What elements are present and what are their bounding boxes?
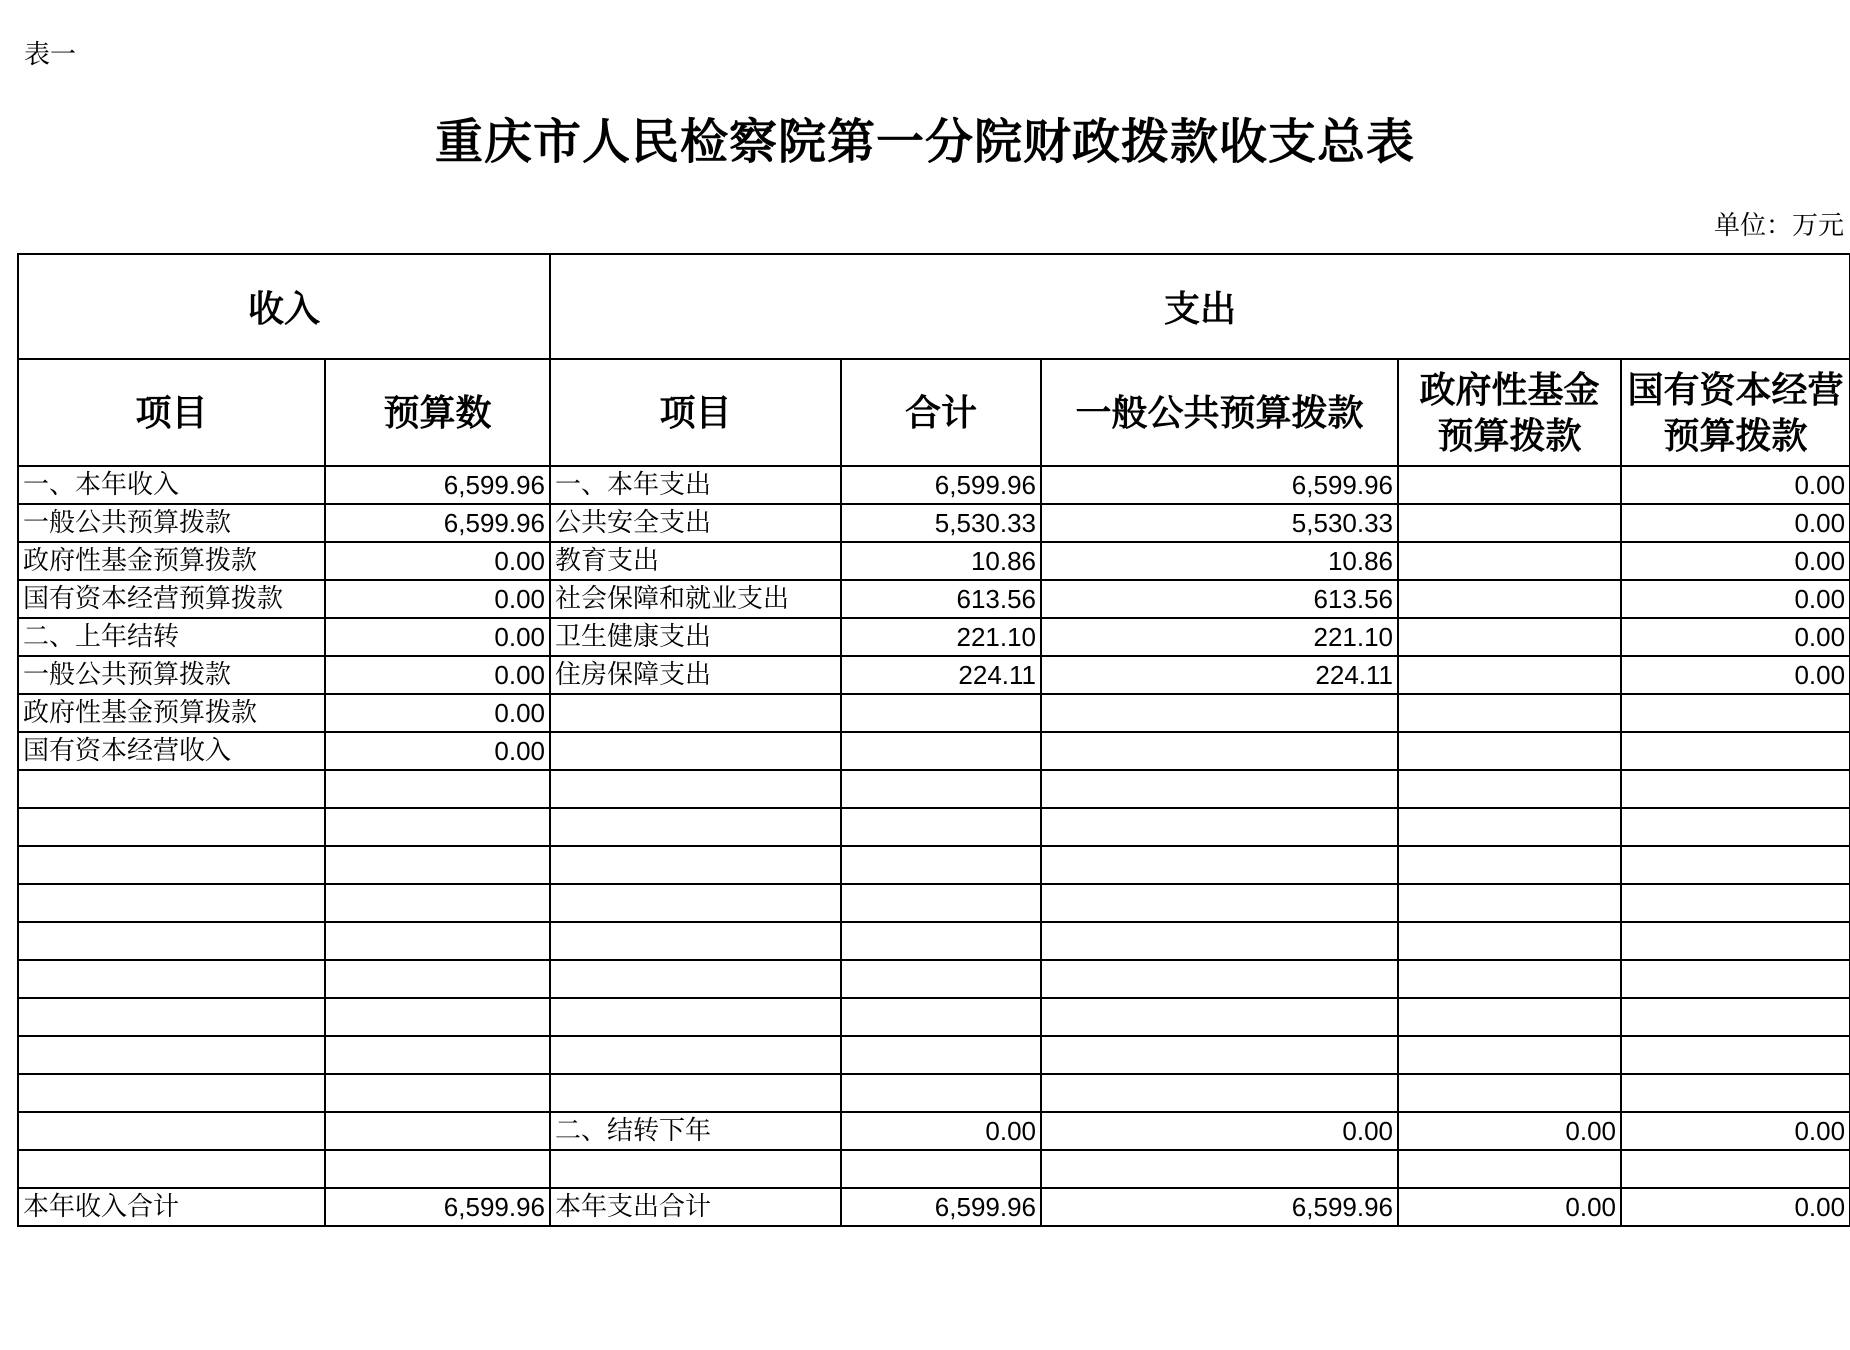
table-row (18, 884, 1850, 922)
general-budget-cell (1041, 998, 1398, 1036)
table-row (18, 1074, 1850, 1112)
general-budget-cell (1041, 694, 1398, 732)
state-capital-cell (1621, 960, 1850, 998)
expense-item-cell (550, 1150, 841, 1188)
total-cell (841, 1150, 1041, 1188)
unit-label: 单位：万元 (1713, 211, 1844, 241)
table-row (18, 732, 1850, 770)
general-budget-cell (1041, 732, 1398, 770)
general-budget-cell: 221.10 (1041, 618, 1398, 656)
state-capital-cell: 0.00 (1621, 504, 1850, 542)
gov-fund-cell (1398, 808, 1621, 846)
general-budget-cell (1041, 922, 1398, 960)
state-capital-cell: 0.00 (1621, 542, 1850, 580)
table-row (18, 922, 1850, 960)
general-budget-cell (1041, 808, 1398, 846)
state-capital-cell: 0.00 (1621, 466, 1850, 504)
fiscal-table (17, 253, 1850, 1227)
state-capital-cell: 0.00 (1621, 1112, 1850, 1150)
table-row (18, 694, 1850, 732)
table-row (18, 466, 1850, 504)
gov-fund-cell (1398, 998, 1621, 1036)
income-item-header: 项目 (18, 359, 325, 466)
table-row (18, 808, 1850, 846)
income-amount-cell (325, 1036, 550, 1074)
total-cell (841, 808, 1041, 846)
general-budget-cell (1041, 846, 1398, 884)
income-amount-cell: 0.00 (325, 694, 550, 732)
expense-item-cell (550, 960, 841, 998)
income-amount-cell: 6,599.96 (325, 1188, 550, 1226)
income-item-cell (18, 1150, 325, 1188)
expense-item-cell: 二、结转下年 (550, 1112, 841, 1150)
expense-item-cell (550, 1074, 841, 1112)
table-row (18, 504, 1850, 542)
table-number: 表一 (24, 40, 77, 70)
total-cell: 613.56 (841, 580, 1041, 618)
table-row (18, 1188, 1850, 1226)
income-item-cell (18, 1036, 325, 1074)
gov-fund-cell (1398, 732, 1621, 770)
total-cell (841, 732, 1041, 770)
general-budget-cell: 613.56 (1041, 580, 1398, 618)
expense-item-cell (550, 846, 841, 884)
gov-fund-cell (1398, 770, 1621, 808)
expense-item-cell (550, 770, 841, 808)
expense-item-cell (550, 732, 841, 770)
gov-fund-cell (1398, 542, 1621, 580)
table-row (18, 1036, 1850, 1074)
state-capital-cell: 0.00 (1621, 580, 1850, 618)
general-budget-cell (1041, 1150, 1398, 1188)
expense-item-cell: 本年支出合计 (550, 1188, 841, 1226)
general-budget-cell (1041, 1036, 1398, 1074)
expense-item-cell: 公共安全支出 (550, 504, 841, 542)
income-item-cell: 国有资本经营预算拨款 (18, 580, 325, 618)
expense-item-cell (550, 808, 841, 846)
general-budget-cell: 5,530.33 (1041, 504, 1398, 542)
state-capital-cell (1621, 1036, 1850, 1074)
income-amount-cell: 6,599.96 (325, 466, 550, 504)
total-cell: 221.10 (841, 618, 1041, 656)
budget-header: 预算数 (325, 359, 550, 466)
income-item-cell (18, 1112, 325, 1150)
total-cell: 10.86 (841, 542, 1041, 580)
income-amount-cell: 0.00 (325, 732, 550, 770)
expense-item-cell (550, 694, 841, 732)
general-budget-header: 一般公共预算拨款 (1041, 359, 1398, 466)
income-item-cell: 二、上年结转 (18, 618, 325, 656)
expense-item-cell (550, 998, 841, 1036)
income-item-cell (18, 770, 325, 808)
gov-fund-cell: 0.00 (1398, 1112, 1621, 1150)
income-item-cell (18, 846, 325, 884)
income-amount-cell (325, 846, 550, 884)
income-item-cell: 一般公共预算拨款 (18, 656, 325, 694)
gov-fund-cell (1398, 504, 1621, 542)
table-row (18, 1112, 1850, 1150)
expense-item-cell: 社会保障和就业支出 (550, 580, 841, 618)
gov-fund-cell (1398, 1150, 1621, 1188)
page-title: 重庆市人民检察院第一分院财政拨款收支总表 (434, 114, 1415, 170)
table-row (18, 846, 1850, 884)
table-row (18, 960, 1850, 998)
income-item-cell (18, 808, 325, 846)
expense-group-header: 支出 (550, 254, 1850, 359)
table-row (18, 542, 1850, 580)
income-amount-cell: 0.00 (325, 656, 550, 694)
state-capital-cell: 0.00 (1621, 656, 1850, 694)
income-amount-cell: 0.00 (325, 580, 550, 618)
expense-item-header: 项目 (550, 359, 841, 466)
total-cell (841, 960, 1041, 998)
expense-item-cell (550, 1036, 841, 1074)
total-cell (841, 770, 1041, 808)
total-cell: 6,599.96 (841, 466, 1041, 504)
state-capital-cell (1621, 922, 1850, 960)
income-group-header: 收入 (18, 254, 550, 359)
total-cell: 224.11 (841, 656, 1041, 694)
state-capital-cell (1621, 770, 1850, 808)
income-amount-cell: 6,599.96 (325, 504, 550, 542)
gov-fund-cell (1398, 580, 1621, 618)
income-amount-cell (325, 922, 550, 960)
state-capital-cell (1621, 1074, 1850, 1112)
income-amount-cell (325, 960, 550, 998)
income-item-cell: 政府性基金预算拨款 (18, 694, 325, 732)
gov-fund-cell (1398, 846, 1621, 884)
total-cell: 0.00 (841, 1112, 1041, 1150)
total-cell (841, 694, 1041, 732)
income-item-cell (18, 998, 325, 1036)
state-capital-cell (1621, 808, 1850, 846)
expense-item-cell: 一、本年支出 (550, 466, 841, 504)
income-item-cell: 一般公共预算拨款 (18, 504, 325, 542)
general-budget-cell (1041, 960, 1398, 998)
general-budget-cell: 10.86 (1041, 542, 1398, 580)
total-header: 合计 (841, 359, 1041, 466)
state-capital-cell (1621, 732, 1850, 770)
gov-fund-header: 政府性基金预算拨款 (1398, 359, 1621, 466)
income-item-cell (18, 922, 325, 960)
expense-item-cell (550, 922, 841, 960)
general-budget-cell (1041, 1074, 1398, 1112)
state-capital-cell: 0.00 (1621, 1188, 1850, 1226)
income-amount-cell: 0.00 (325, 542, 550, 580)
income-amount-cell (325, 1150, 550, 1188)
table-row (18, 998, 1850, 1036)
gov-fund-cell (1398, 884, 1621, 922)
gov-fund-cell (1398, 960, 1621, 998)
general-budget-cell: 224.11 (1041, 656, 1398, 694)
income-item-cell: 一、本年收入 (18, 466, 325, 504)
state-capital-cell: 0.00 (1621, 618, 1850, 656)
total-cell (841, 1036, 1041, 1074)
state-capital-header: 国有资本经营预算拨款 (1621, 359, 1850, 466)
general-budget-cell: 6,599.96 (1041, 466, 1398, 504)
state-capital-cell (1621, 694, 1850, 732)
state-capital-cell (1621, 884, 1850, 922)
table-row (18, 1150, 1850, 1188)
state-capital-cell (1621, 846, 1850, 884)
total-cell (841, 998, 1041, 1036)
total-cell (841, 884, 1041, 922)
income-amount-cell (325, 1112, 550, 1150)
gov-fund-cell: 0.00 (1398, 1188, 1621, 1226)
total-cell (841, 1074, 1041, 1112)
state-capital-cell (1621, 1150, 1850, 1188)
table-row (18, 580, 1850, 618)
income-amount-cell (325, 998, 550, 1036)
general-budget-cell (1041, 884, 1398, 922)
total-cell (841, 846, 1041, 884)
gov-fund-cell (1398, 656, 1621, 694)
table-row (18, 618, 1850, 656)
income-amount-cell (325, 884, 550, 922)
income-item-cell (18, 960, 325, 998)
general-budget-cell: 0.00 (1041, 1112, 1398, 1150)
general-budget-cell: 6,599.96 (1041, 1188, 1398, 1226)
gov-fund-cell (1398, 1074, 1621, 1112)
income-item-cell: 国有资本经营收入 (18, 732, 325, 770)
gov-fund-cell (1398, 466, 1621, 504)
income-amount-cell: 0.00 (325, 618, 550, 656)
gov-fund-cell (1398, 618, 1621, 656)
total-cell: 5,530.33 (841, 504, 1041, 542)
expense-item-cell: 教育支出 (550, 542, 841, 580)
expense-item-cell (550, 884, 841, 922)
total-cell (841, 922, 1041, 960)
gov-fund-cell (1398, 922, 1621, 960)
table-row (18, 770, 1850, 808)
expense-item-cell: 卫生健康支出 (550, 618, 841, 656)
total-cell: 6,599.96 (841, 1188, 1041, 1226)
income-item-cell (18, 884, 325, 922)
income-amount-cell (325, 770, 550, 808)
income-item-cell: 政府性基金预算拨款 (18, 542, 325, 580)
general-budget-cell (1041, 770, 1398, 808)
state-capital-cell (1621, 998, 1850, 1036)
income-amount-cell (325, 808, 550, 846)
gov-fund-cell (1398, 694, 1621, 732)
table-body (18, 466, 1850, 1226)
gov-fund-cell (1398, 1036, 1621, 1074)
expense-item-cell: 住房保障支出 (550, 656, 841, 694)
table-row (18, 656, 1850, 694)
income-item-cell: 本年收入合计 (18, 1188, 325, 1226)
income-amount-cell (325, 1074, 550, 1112)
income-item-cell (18, 1074, 325, 1112)
